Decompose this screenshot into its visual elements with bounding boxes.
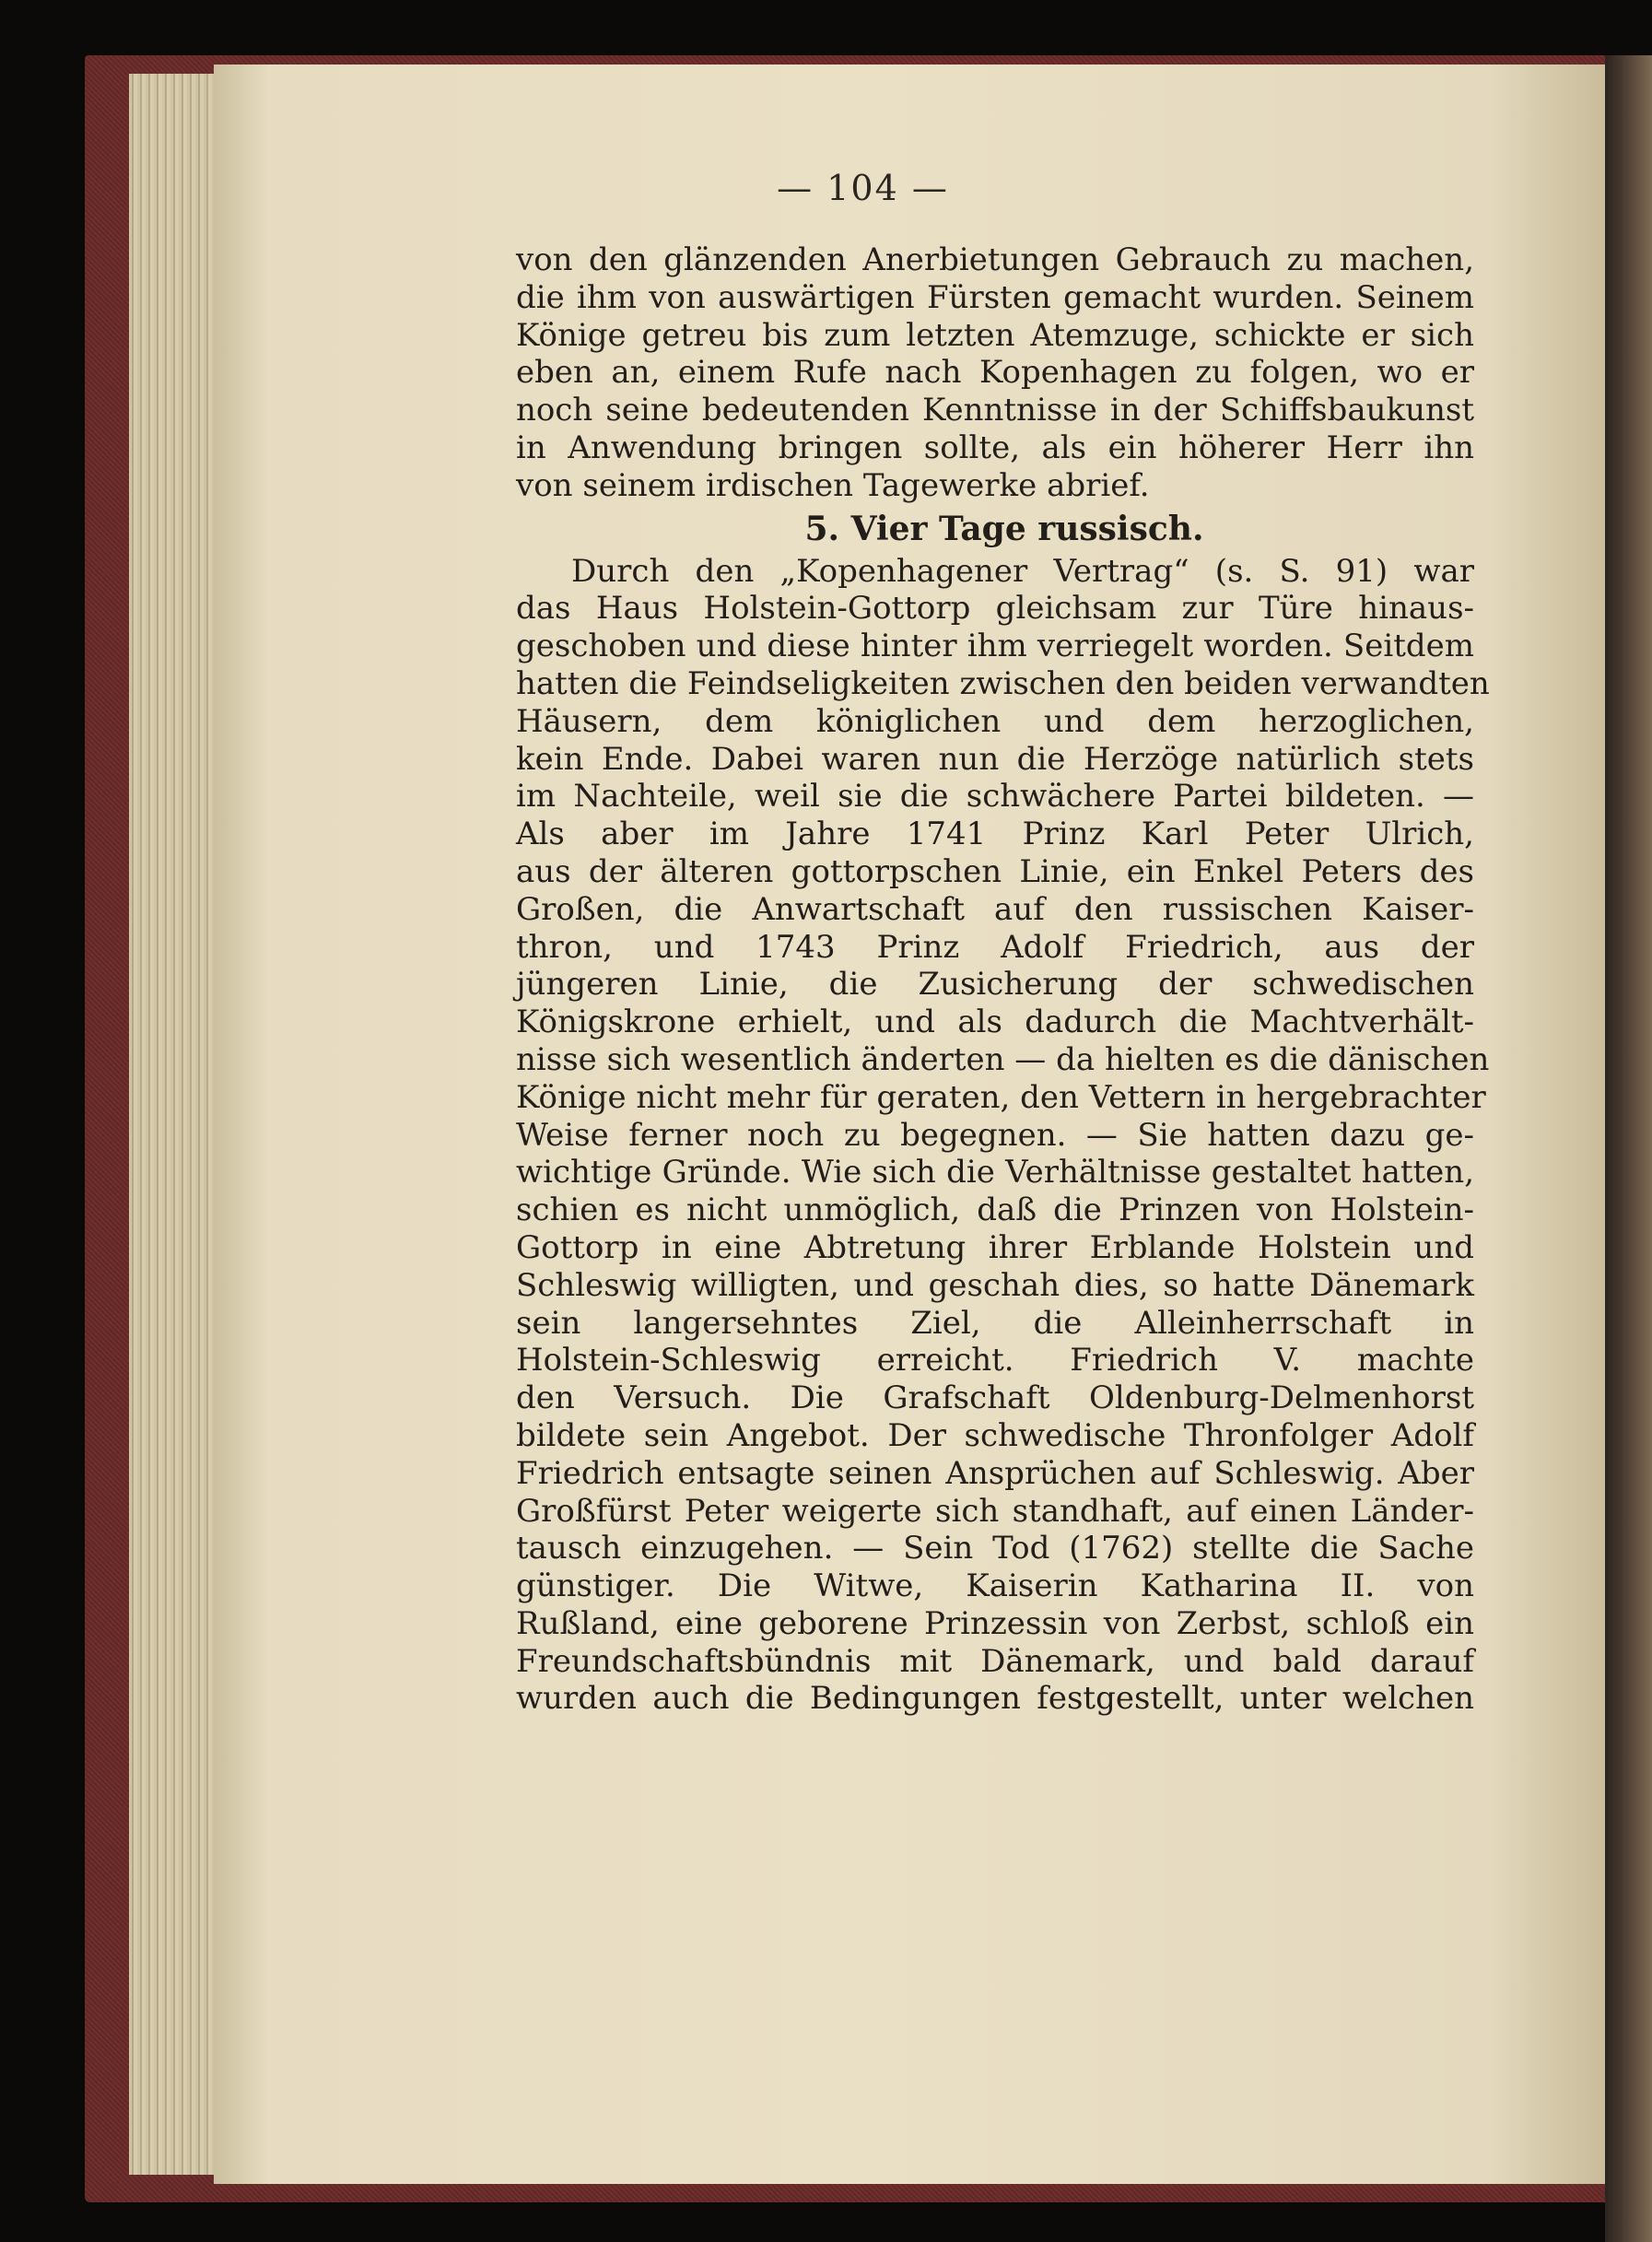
text-line: schien es nicht unmöglich, daß die Prinzen von Holstein-	[516, 1191, 1474, 1229]
text-line: im Nachteile, weil sie die schwächere Partei bildeten. —	[516, 778, 1474, 816]
text-line: günstiger. Die Witwe, Kaiserin Katharina II. von	[516, 1567, 1474, 1605]
text-line: Rußland, eine geborene Prinzessin von Zerbst, schloß ein	[516, 1604, 1474, 1642]
text-line: Friedrich entsagte seinen Ansprüchen auf Schleswig. Aber	[516, 1454, 1474, 1492]
text-line: Als aber im Jahre 1741 Prinz Karl Peter Ulrich,	[516, 816, 1474, 853]
text-line: bildete sein Angebot. Der schwedische Thronfolger Adolf	[516, 1416, 1474, 1454]
text-line: noch seine bedeutenden Kenntnisse in der Schiffsbaukunst	[516, 392, 1474, 429]
text-line: Holstein-Schleswig erreicht. Friedrich V. machte	[516, 1342, 1474, 1379]
section-heading: 5. Vier Tage russisch.	[804, 509, 1204, 548]
text-line: geschoben und diese hinter ihm verriegelt worden. Seitdem	[516, 628, 1474, 665]
text-line: jüngeren Linie, die Zusicherung der schwedischen	[516, 966, 1474, 1004]
text-line: kein Ende. Dabei waren nun die Herzöge natürlich stets	[516, 740, 1474, 778]
text-line: Schleswig willigten, und geschah dies, so hatte Dänemark	[516, 1266, 1474, 1304]
text-line: Königskrone erhielt, und als dadurch die Machtverhält-	[516, 1004, 1474, 1041]
book-gutter	[1605, 55, 1652, 2242]
text-line: von den glänzenden Anerbietungen Gebrauch zu machen,	[516, 241, 1474, 278]
text-line: die ihm von auswärtigen Fürsten gemacht wurden. Seinem	[516, 278, 1474, 316]
text-line: Freundschaftsbündnis mit Dänemark, und bald darauf	[516, 1642, 1474, 1680]
text-line: das Haus Holstein-Gottorp gleichsam zur Türe hinaus-	[516, 590, 1474, 628]
text-line: thron, und 1743 Prinz Adolf Friedrich, aus der	[516, 928, 1474, 966]
text-line: Gottorp in eine Abtretung ihrer Erblande Holstein und	[516, 1228, 1474, 1266]
text-line: tausch einzugehen. — Sein Tod (1762) stellte die Sache	[516, 1530, 1474, 1567]
text-line: sein langersehntes Ziel, die Alleinherrschaft in	[516, 1304, 1474, 1342]
text-line: Weise ferner noch zu begegnen. — Sie hatten dazu ge-	[516, 1116, 1474, 1154]
text-line: wurden auch die Bedingungen festgestellt, unter welchen	[516, 1680, 1474, 1718]
text-line: wichtige Gründe. Wie sich die Verhältnisse gestaltet hatten,	[516, 1154, 1474, 1191]
text-line: hatten die Feindseligkeiten zwischen den beiden verwandten	[516, 664, 1490, 702]
text-line: Großen, die Anwartschaft auf den russischen Kaiser-	[516, 890, 1474, 928]
text-line: nisse sich wesentlich änderten — da hielten es die dänischen	[516, 1040, 1490, 1078]
text-line: von seinem irdischen Tagewerke abrief.	[516, 466, 1150, 504]
text-line: in Anwendung bringen sollte, als ein höherer Herr ihn	[516, 428, 1474, 466]
text-line: Großfürst Peter weigerte sich standhaft, auf einen Länder-	[516, 1492, 1474, 1530]
text-line: Häusern, dem königlichen und dem herzoglichen,	[516, 702, 1474, 740]
text-block	[516, 241, 1490, 1718]
text-line: Könige getreu bis zum letzten Atemzuge, schickte er sich	[516, 316, 1474, 354]
text-line: Durch den „Kopenhagener Vertrag“ (s. S. 91) war	[571, 552, 1474, 590]
page-number: — 104 —	[777, 168, 949, 208]
text-line: eben an, einem Rufe nach Kopenhagen zu folgen, wo er	[516, 354, 1474, 392]
text-line: aus der älteren gottorpschen Linie, ein Enkel Peters des	[516, 852, 1474, 890]
text-line: den Versuch. Die Grafschaft Oldenburg-Delmenhorst	[516, 1379, 1474, 1417]
text-line: Könige nicht mehr für geraten, den Vettern in hergebrachter	[516, 1078, 1486, 1116]
